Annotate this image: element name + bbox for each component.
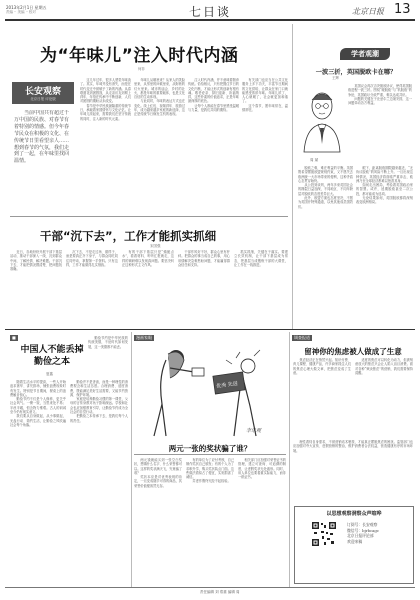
- columnist-body-col1: 脱欧之难，难在利益的平衡。英国既希望摆脱欧盟规则约束，又不愿失去欧洲统一大市场带来的便利，这种矛盾心态贯穿始终。 从公投到谈判，两年多来英国社会的撕裂日益加深，不同地区、不同年龄层对脱欧的态度差异巨大。 此外，欧盟方面也态度坚决，不愿为英国开特殊通道，以免其他成员国效仿。: [298, 166, 353, 209]
- cartoon-body-col2: 有的单位为了应付考核，自己制作奖状自己颁发；有的个人为了求职升学，购买奖状装点门面。这些做法看似占了便宜，实则损害了诚信。 弄虚作假终究经不起检验。: [186, 458, 234, 484]
- left-bottom-tag: ■: [12, 335, 16, 340]
- lead-byline: 何非: [138, 67, 145, 71]
- left-bottom-body-col2: 勤俭并不是吝啬，而是一种理性的消费观念和生活态度。合理消费、适度消费，既能满足美好生活需要，又能节约资源、保护环境。 家庭是培养勤俭习惯的第一课堂，父母的言传身教对孩子影响深远。学校和社会也应加强教育引导，让勤俭节约成为全社会的自觉行动。 把勤俭之本传承下去，是我们每个人的责任。: [70, 380, 128, 423]
- columnist-brand: 学者观潮: [351, 49, 379, 58]
- columnist-byline: 王辉: [332, 76, 339, 80]
- cartoon-caption: 两元一张的奖状骗了谁？: [168, 444, 252, 453]
- right-bottom-body-col3: 理性看待自身需求，不被营销话术裹挟，才能真正摆脱焦虑的困扰。监管部门也应加强对夸大宣传、虚假营销的整治，维护消费者合法权益，营造健康有序的市场环境。: [293, 440, 413, 453]
- columnist-brand-box: [340, 48, 390, 60]
- portrait-caption: 周 斌: [310, 158, 319, 162]
- right-bottom-tag: 调查报道: [294, 335, 310, 340]
- section-title: 七日谈: [188, 5, 231, 19]
- columnist-body-top: 英国议会再次否决脱欧协议，使得英国脱欧进程一波三折。围绕“硬脱欧”与“软脱欧”的争论，英国政坛分歧严重，难以达成共识。 问题的关键在于北爱尔兰边境安排，这一问题牵动各方利益。: [348, 84, 412, 106]
- columnist-divider: [292, 24, 293, 329]
- masthead-rule: [5, 19, 415, 21]
- promo-line: 订阅号：长安观察: [347, 522, 378, 527]
- column-subtitle: 北京日报 评论版: [30, 97, 56, 101]
- lead-body-col3: 注入时代内涵，并不意味着抛弃传统。恰恰相反，只有把握住节日的文化内核，才能让形式的创新有根有魂。敬老爱亲、辞旧迎新、祈福纳祥，这些朴素的价值追求，正是年味最深厚的底色。 让每个人都能在春节里感受温暖与力量，是我们共同的期待。: [188, 78, 239, 113]
- masthead-date: 2013年2月1日 星期五: [6, 5, 47, 10]
- columnist-body-col2: 眼下，距离脱欧期限越来越近，“无协议脱欧”的风险不断上升。一旦出现这种情况，英国经济将面临严重冲击，欧洲乃至全球经济都难以独善其身。 如何走出困局，考验着英国政治家的智慧。或许，延期脱欧甚至二次公投，都可能成为选项。 无论结果如何，英国脱欧都将深刻改变欧洲格局。: [356, 166, 413, 205]
- promo-lines: [347, 522, 379, 544]
- left-bottom-body-top: 勤俭节约是中华民族的传统美德，不论时代如何发展，这一美德都不能丢。: [88, 336, 128, 349]
- column-brand: 长安观察: [24, 87, 61, 97]
- left-bottom-byline: 夏鑫: [46, 372, 53, 376]
- cartoon-illustration: [136, 344, 286, 440]
- lead-intro: 当前中国共有超过千万中国的民族、对春节有着特别的情感。但今年春节民众在积极的文化、在传统节日里看望亲人……想到春节的气氛，我们走到了一起，在年味里找回温情。: [14, 110, 70, 165]
- second-body-col4: 干部作风好不好，群众心里有杆秤。把群众的事当成自己的事，用心用情解决急难愁盼问题，才能赢得群众信任和支持。: [178, 250, 230, 267]
- column-brand-box: [12, 82, 74, 104]
- footer-text: 责任编辑 刘 郑重 编辑 周: [200, 590, 240, 594]
- lead-headline: 为“年味儿”注入时代内涵: [40, 46, 239, 66]
- cartoon-board-text: 优秀 先进: [215, 380, 239, 390]
- second-byline: 宋国强: [150, 244, 161, 248]
- cartoon-divider: [289, 332, 290, 587]
- cartoon-rule: [134, 454, 286, 455]
- mid-rule: [5, 329, 415, 330]
- promo-title: 以思想观察洞察众声喧哗: [326, 511, 382, 517]
- lead-body-col4: 有关部门也应当在公共文化服务上多下功夫，丰富节日期间的文化供给，让群众在家门口就能感受浓浓年味。年味儿浓了，人心就暖了，社会就更加和谐了。 这个春节，愿年味常在，温情常驻。: [242, 78, 288, 113]
- promo-box: [294, 506, 414, 584]
- cartoon-signature: 李乐观: [246, 428, 262, 434]
- right-bottom-headline: 留神你的焦虑被人做成了生意: [304, 347, 402, 356]
- qr-code-icon[interactable]: [311, 521, 337, 547]
- footer-rule: [5, 587, 415, 588]
- second-body-col5: 抓实抓细，关键在于落实。要建立长效机制，让干部下基层成为常态，把基层当成锻炼干部的大课堂，让工作在一线推进。: [234, 250, 288, 267]
- right-bottom-body-col2: 适度的焦虑可以转化为动力，但被刻意放大的焦虑只会让人陷入盲目消费。面对各种“贩卖焦虑”的营销，我们需要保持清醒。: [355, 358, 413, 375]
- lead-body-col2: 年味儿从哪里来？从家人的笑脸里来，从邻里的问候里来，从街巷的灯火里来。城市的庙会、乡村的社火，都是年味的重要载体，也是文化自信的生动体现。 与此同时，年味的表达方式也在变化。线上红包、视频拜年、旅游过年，成为越来越多家庭的新选择，这正是传统节日焕发生机的表现。: [134, 78, 185, 117]
- promo-line: 欢迎来稿: [347, 538, 363, 544]
- columnist-portrait: [300, 82, 344, 158]
- second-body-col1: 近日，各地纷纷开展干部下基层活动，推动干部深入一线、沉到群众中间，了解民情、解决难题。干部沉下去，才能把情况摸清楚、把问题找准确。: [10, 250, 62, 272]
- masthead-editor: 责编 ·· 美编 ·· 校对: [6, 10, 36, 14]
- cartoon-tag: 漫画家眼: [136, 335, 152, 340]
- second-headline: 干部“沉下去”，工作才能抓实抓细: [40, 229, 217, 243]
- left-bottom-headline: 中国人不能丢掉勤俭之本: [20, 345, 84, 367]
- promo-line: 北京日报评论部: [347, 533, 374, 538]
- page-number: 13: [394, 2, 411, 17]
- second-body-col2: 沉下去，不是走过场、做样子，而是要真正扑下身子，与群众同吃同住同劳动，掌握第一手资料。只有这样，工作才能做得扎实细致。: [66, 250, 118, 267]
- right-bottom-body-col1: 焦虑经济正在悄然兴起。知识付费、育儿课程、健康产品，许多商家抓住人们的焦虑心理大做文章，把焦虑变成了生意。: [293, 358, 351, 375]
- paper-name: 北京日报: [352, 7, 384, 16]
- cartoon-body-col3: 相关部门应加强对荣誉证书的管理，建立可查询、可追溯的制度，让虚假奖状无处遁形。同时，用人单位也要看重实际能力，而非一纸证书。: [238, 458, 286, 480]
- left-bottom-divider: [131, 332, 132, 587]
- lead-bottom-rule: [10, 216, 288, 217]
- left-bottom-body-col1: 随着生活水平的提高，一些人开始追求奢华、讲究排场，铺张浪费现象时有发生。特别是节日期间，餐桌上的浪费触目惊心。 勤俭节约不仅是个人修养，更关乎社会风气。一粥一饭，当思来处不易；半丝半缕，恒念物力维艰。古人的训诫至今仍有现实意义。 我们要从自身做起，从小事做起，光盘行动、简约生活，让勤俭之风吹遍社会每个角落。: [10, 380, 66, 427]
- promo-line: 微信号：bjrbcagc: [347, 527, 379, 533]
- lead-body-col1: 这几年过年，很多人感觉年味淡了。其实，年味并没有消失，而是在时代变迁中被赋予了新的内涵。从春联窗花到团圆饭，从走亲访友到网上拜年，年俗在传承中不断创新，人们对团圆的期盼从未改变。 春节是中华民族最隆重的传统节日，承载着家国情怀与文化记忆。让年味儿浓起来，需要我们在坚守传统的同时，注入新的时代元素。: [80, 78, 131, 121]
- cartoon-body-col1: 两元钱就能买到一张空白奖状，想填什么名字、什么荣誉都可以。这样的奖状满天飞，究竟骗了谁？ 奖状本应是对优秀表现的肯定，一旦变成随手可得的商品，其荣誉价值便荡然无存。: [134, 458, 182, 488]
- columnist-headline: 一波三折，英国脱欧卡在哪？: [315, 69, 397, 76]
- second-body-col3: 有的干部下基层只是“蜻蜓点水”，看看材料、听听汇报就走，这样的调研难以发现真问题。要坚决纠正这种形式主义作风。: [122, 250, 174, 267]
